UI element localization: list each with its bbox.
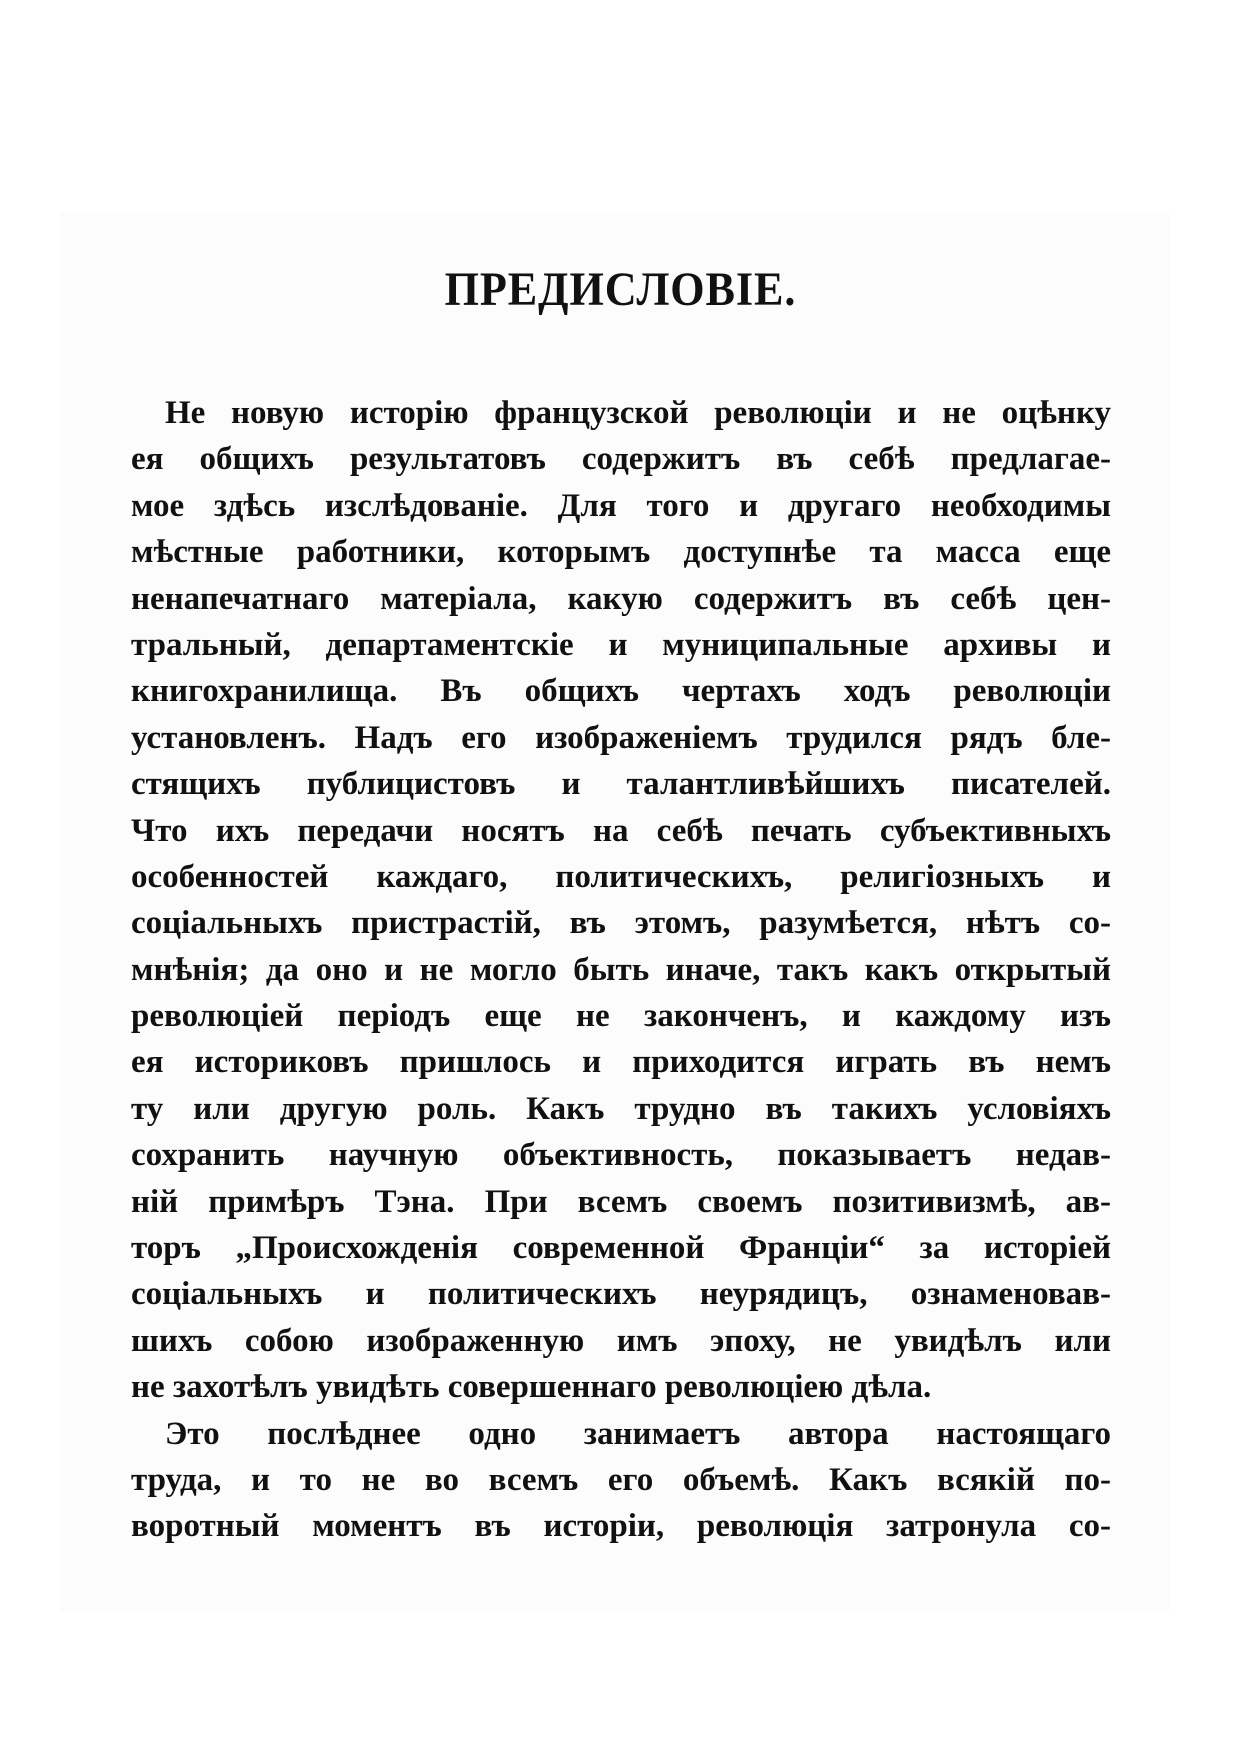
text-line: ненапечатнаго матеріала, какую содержитъ въ себѣ цен- — [131, 580, 1111, 617]
text-line: шихъ собою изображенную имъ эпоху, не увидѣлъ или — [131, 1322, 1111, 1359]
text-line: ея историковъ пришлось и приходится играть въ немъ — [131, 1044, 1111, 1081]
text-line: Не новую исторію французской революціи и не оцѣнку — [165, 395, 1111, 431]
text-line: торъ „Происхожденія современной Франціи“ за исторіей — [131, 1230, 1111, 1267]
text-line: ея общихъ результатовъ содержитъ въ себѣ предлагае- — [131, 441, 1111, 478]
text-line: соціальныхъ и политическихъ неурядицъ, ознаменовав- — [131, 1276, 1111, 1313]
text-line: сохранить научную объективность, показываетъ недав- — [131, 1137, 1111, 1174]
text-line: стящихъ публицистовъ и талантливѣйшихъ писателей. — [131, 766, 1111, 803]
text-line: ній примѣръ Тэна. При всемъ своемъ позитивизмѣ, ав- — [131, 1183, 1111, 1220]
text-line: соціальныхъ пристрастій, въ этомъ, разумѣется, нѣтъ со- — [131, 905, 1111, 942]
text-line: труда, и то не во всемъ его объемѣ. Какъ всякій по- — [131, 1461, 1111, 1498]
text-line: мѣстные работники, которымъ доступнѣе та масса еще — [131, 534, 1111, 571]
text-line: Что ихъ передачи носятъ на себѣ печать субъективныхъ — [131, 812, 1111, 849]
text-line: мнѣнія; да оно и не могло быть иначе, такъ какъ открытый — [131, 951, 1111, 988]
body-text — [131, 390, 1111, 1550]
text-line: воротный моментъ въ исторіи, революція затронула со- — [131, 1508, 1111, 1545]
text-line: не захотѣлъ увидѣть совершеннаго революціею дѣла. — [131, 1369, 932, 1406]
paragraph-1 — [131, 390, 1111, 1411]
text-line: революціей періодъ еще не законченъ, и каждому изъ — [131, 998, 1111, 1035]
text-line: ту или другую роль. Какъ трудно въ такихъ условіяхъ — [131, 1090, 1111, 1127]
text-line: мое здѣсь изслѣдованіе. Для того и другаго необходимы — [131, 487, 1111, 524]
paragraph-2 — [131, 1411, 1111, 1550]
text-line: особенностей каждаго, политическихъ, религіозныхъ и — [131, 858, 1111, 895]
text-line: книгохранилища. Въ общихъ чертахъ ходъ революціи — [131, 673, 1111, 710]
page-title: ПРЕДИСЛОВІЕ. — [444, 263, 797, 316]
text-line: установленъ. Надъ его изображеніемъ трудился рядъ бле- — [131, 719, 1111, 756]
text-line: тральный, департаментскіе и муниципальные архивы и — [131, 626, 1111, 663]
text-line: Это послѣднее одно занимаетъ автора настоящаго — [165, 1415, 1111, 1452]
